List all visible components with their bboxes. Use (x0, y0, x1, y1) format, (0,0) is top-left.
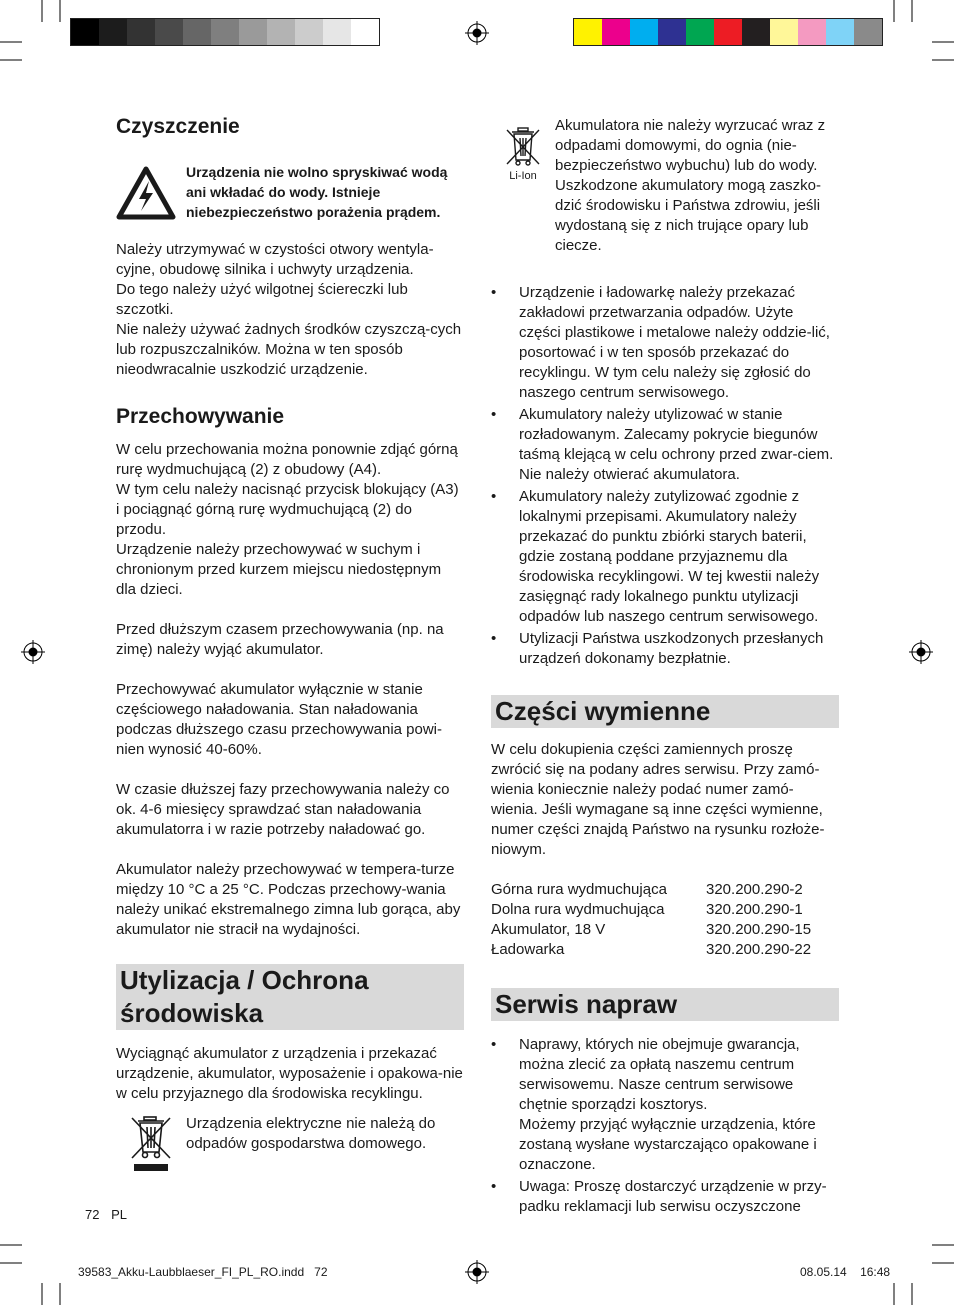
battery-note-text: Akumulatora nie należy wyrzucać wraz z odpadami domowymi, do ognia (nie-bezpieczeństwo wybuchu) lub do wody. Uszkodzone akumulatory mogą zaszko-dzić środowisku i Państwa zdrowiu, jeśli wydostaną się z nich trujące opary lub ciecze. (555, 117, 826, 254)
spare-parts-table (491, 880, 839, 960)
list-item: • Akumulatory należy zutylizować zgodnie z lokalnymi przepisami. Akumulatory należy przekazać do punktu zbiórki starych baterii, gdzie zostaną poddane przyjaznemu dla środowiska recyklingowi. W tej kwestii należy zasięgnąć rady lokalnego punktu utylizacji odpadów lub naszego centrum serwisowego. (491, 487, 839, 627)
file-info: 39583_Akku-Laubblaeser_FI_PL_RO.indd 72 (78, 1265, 328, 1279)
crossed-bin-icon (126, 1114, 178, 1172)
cleaning-paragraph: Nie należy używać żadnych środków czyszczą-cych lub rozpuszczalników. Można w ten sposób nieodwracalnie uszkodzić urządzenie. (116, 321, 462, 378)
color-swatch (686, 19, 714, 45)
storage-paragraph: W tym celu należy nacisnąć przycisk blokujący (A3) i pociągnąć górną rurę wydmuchującą (2) do przodu. (116, 481, 459, 538)
li-ion-label: Li-Ion (509, 170, 537, 182)
storage-paragraph: W celu przechowania można ponownie zdjąć górną rurę wydmuchującą (2) z obudowy (A4). (116, 441, 458, 478)
color-swatch (602, 19, 630, 45)
color-swatch (574, 19, 602, 45)
part-number: 320.200.290-2 (706, 881, 803, 898)
list-item: • Akumulatory należy utylizować w stanie rozładowanym. Zalecamy pokrycie biegunów taśmą klejącą w celu ochrony przed zwar-ciem. Nie należy otwierać akumulatora. (491, 405, 839, 485)
spare-parts-heading: Części wymienne (491, 695, 839, 728)
color-swatch (630, 19, 658, 45)
print-timestamp (800, 1265, 890, 1279)
language-code: PL (111, 1207, 127, 1222)
color-swatch (798, 19, 826, 45)
cleaning-heading: Czyszczenie (116, 115, 240, 138)
repair-service-heading: Serwis napraw (491, 988, 839, 1021)
disposal-heading: Utylizacja / Ochrona środowiska (116, 964, 464, 1030)
weee-note (116, 1114, 464, 1172)
repair-bullet-text: Naprawy, których nie obejmuje gwarancja, można zlecić za opłatą naszemu centrum serwisowemu. Nasze centrum serwisowe chętnie sporządzi kosztorys. (519, 1036, 800, 1113)
list-item (491, 1035, 839, 1175)
color-swatch (183, 19, 211, 45)
print-time: 16:48 (860, 1265, 891, 1279)
repair-bullet-list (491, 1035, 839, 1217)
part-number: 320.200.290-1 (706, 901, 803, 918)
color-swatch (714, 19, 742, 45)
color-swatch (99, 19, 127, 45)
list-item: • Utylizacji Państwa uszkodzonych przesłanych urządzeń dokonamy bezpłatnie. (491, 629, 839, 669)
color-swatch (854, 19, 882, 45)
left-column (116, 114, 464, 1172)
color-swatch (770, 19, 798, 45)
color-swatch (826, 19, 854, 45)
page-number (85, 1207, 127, 1222)
color-swatch (211, 19, 239, 45)
color-swatch (295, 19, 323, 45)
storage-paragraph: W czasie dłuższej fazy przechowywania należy co ok. 4-6 miesięcy sprawdzać stan naładowania akumulatorra i w razie potrzeby naładować go. (116, 781, 450, 838)
part-number: 320.200.290-15 (706, 921, 812, 938)
storage-paragraph: Przechowywać akumulator wyłącznie w stanie częściowego naładowania. Stan naładowania podczas dłuższego czasu przechowywania powi-nien wynosić 40-60%. (116, 681, 443, 758)
weee-text: Urządzenia elektryczne nie należą do odpadów gospodarstwa domowego. (186, 1115, 436, 1152)
part-name: Ładowarka (491, 941, 565, 958)
electric-shock-warning-icon (116, 166, 176, 220)
spare-parts-paragraph: W celu dokupienia części zamiennych proszę zwrócić się na podany adres serwisu. Przy zamó-wienia koniecznie należy podać numer zamó-wienia. Jeśli wymagane są inne części wymienne, numer części znajdą Państwo na rysunku rozłoże-niowym. (491, 741, 825, 858)
part-name: Akumulator, 18 V (491, 921, 606, 938)
cleaning-paragraph: Do tego należy użyć wilgotnej ściereczki lub szczotki. (116, 281, 408, 318)
print-date: 08.05.14 (800, 1265, 847, 1279)
color-swatch (658, 19, 686, 45)
list-item: • Uwaga: Proszę dostarczyć urządzenie w przy-padku reklamacji lub serwisu oczyszczone (491, 1177, 839, 1217)
battery-note (491, 116, 839, 256)
electric-warning (116, 162, 464, 222)
electric-warning-text: Urządzenia nie wolno spryskiwać wodą ani wkładać do wody. Istnieje niebezpieczeństwo porażenia prądem. (186, 164, 448, 220)
color-swatch (742, 19, 770, 45)
storage-paragraph: Urządzenie należy przechowywać w suchym i chronionym przed kurzem miejscu niedostępnym dla dzieci. (116, 541, 442, 598)
disposal-bullet-list (491, 283, 839, 669)
disposal-paragraph: Wyciągnąć akumulator z urządzenia i przekazać urządzenie, akumulator, wyposażenie i opakowa-nie w celu przyjaznego dla środowiska recyklingu. (116, 1045, 463, 1102)
battery-bin-icon (501, 124, 545, 168)
color-swatch (351, 19, 379, 45)
part-number: 320.200.290-22 (706, 941, 812, 958)
color-swatch (239, 19, 267, 45)
repair-bullet-text: Możemy przyjąć wyłącznie urządzenia, które zostaną wysłane wystarczająco opakowane i oznaczone. (519, 1116, 817, 1173)
color-swatch (323, 19, 351, 45)
right-column (491, 116, 839, 1217)
grayscale-color-bar (70, 18, 380, 46)
process-color-bar (573, 18, 883, 46)
part-name: Dolna rura wydmuchująca (491, 901, 665, 918)
list-item: • Urządzenie i ładowarkę należy przekazać zakładowi przetwarzania odpadów. Użyte części plastikowe i metalowe należy oddzie-lić, posortować i w ten sposób przekazać do recyklingu. W tym celu należy się zgłosić do naszego centrum serwisowego. (491, 283, 839, 403)
storage-paragraph: Akumulator należy przechowywać w tempera-turze między 10 °C a 25 °C. Podczas przechowy-wania należy unikać ekstremalnego zimna lub gorąca, aby akumulator nie stracił na wydajności. (116, 861, 461, 938)
color-swatch (71, 19, 99, 45)
cleaning-paragraph: Należy utrzymywać w czystości otwory wentyla-cyjne, obudowę silnika i uchwyty urządzenia. (116, 241, 434, 278)
color-swatch (155, 19, 183, 45)
storage-heading: Przechowywanie (116, 405, 285, 428)
page-number-value: 72 (85, 1207, 100, 1222)
color-swatch (267, 19, 295, 45)
part-name: Górna rura wydmuchująca (491, 881, 667, 898)
color-swatch (127, 19, 155, 45)
storage-paragraph: Przed dłuższym czasem przechowywania (np. na zimę) należy wyjąć akumulator. (116, 621, 444, 658)
